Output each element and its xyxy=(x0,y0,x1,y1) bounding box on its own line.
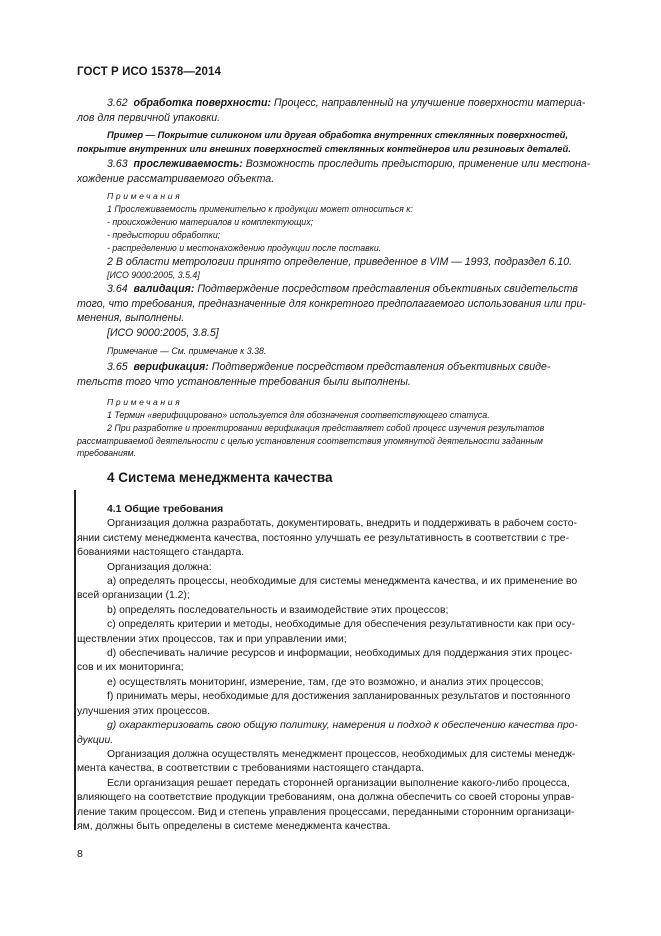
term-3-64-line2: того, что требования, предназначенные для конкретного предполагаемого использования или при- xyxy=(77,297,586,310)
notes-heading: Примечания xyxy=(107,397,183,407)
term-number: 3.63 xyxy=(107,158,128,170)
notes-heading: Примечания xyxy=(107,191,183,201)
note-2-line1: 2 При разработке и проектировании верификация представляет собой процесс изучения результатов xyxy=(107,423,545,433)
item-f-line2: улучшения этих процессов. xyxy=(77,705,211,717)
item-g-line2: дукции. xyxy=(77,734,114,746)
note-bullet-2: - предыстории обработки; xyxy=(107,230,221,240)
example-block xyxy=(77,128,617,156)
para-3-line2: мента качества, в соответствии с требованиями настоящего стандарта. xyxy=(77,763,425,775)
term-3-64-line1 xyxy=(77,282,617,297)
term-3-65-line1 xyxy=(77,360,617,375)
note-bullet-3: - распределению и местонахождению продукции после поставки. xyxy=(107,243,382,253)
page-number: 8 xyxy=(77,848,83,860)
term-def: Возможность проследить предысторию, применение или местона- xyxy=(245,158,591,170)
para-1-line3: бованиями настоящего стандарта. xyxy=(77,547,245,559)
item-a-line1: a) определять процессы, необходимые для системы менеджмента качества, и их применение во xyxy=(107,576,578,588)
note-3-64: Примечание — См. примечание к 3.38. xyxy=(107,346,267,357)
term-number: 3.64 xyxy=(107,283,128,295)
term-3-62-line1 xyxy=(77,96,617,111)
item-e: e) осуществлять мониторинг, измерение, там, где это возможно, и анализ этих процессов; xyxy=(107,676,544,688)
standard-header: ГОСТ Р ИСО 15378—2014 xyxy=(77,66,222,78)
term-3-65-line2: тельств того что установленные требования были выполнены. xyxy=(77,375,411,388)
term-3-63-line1 xyxy=(77,157,617,172)
term-def: Процесс, направленный на улучшение поверхности материа- xyxy=(273,97,586,109)
item-d-line1: d) обеспечивать наличие ресурсов и информации, необходимых для поддержания этих процес- xyxy=(107,648,573,660)
term-3-65 xyxy=(77,360,617,389)
item-d-line2: сов и их мониторинга; xyxy=(77,662,184,674)
example-line2: покрытие внутренних или внешних поверхностей стеклянных контейнеров или резиновых деталей. xyxy=(77,143,571,154)
term-3-63 xyxy=(77,157,617,186)
para-4-line4: ям, должны быть определены в системе менеджмента качества. xyxy=(77,820,391,832)
para-3-line1: Организация должна осуществлять менеджмент процессов, необходимых для системы менедж- xyxy=(107,748,576,760)
subsection-heading: 4.1 Общие требования xyxy=(107,504,224,515)
section-4-heading: 4 Система менеджмента качества xyxy=(107,470,333,485)
item-f-line1: f) принимать меры, необходимые для достижения запланированных результатов и постоянного xyxy=(107,691,571,703)
para-4-line2: влияющего на соответствие продукции требованиям, она должна обеспечить со своей стороны управ- xyxy=(77,792,575,804)
note-2: 2 В области метрологии принято определение, приведенное в VIM — 1993, подраздел 6.10. xyxy=(107,256,573,268)
term-name: валидация: xyxy=(133,283,195,295)
term-3-62-line2: лов для первичной упаковки. xyxy=(77,111,221,124)
reference: [ИСО 9000:2005, 3.5.4] xyxy=(107,270,200,280)
para-2: Организация должна: xyxy=(107,561,212,573)
note-2-line3: требованиям. xyxy=(77,448,137,458)
para-4-line1: Если организация решает передать сторонней организации выполнение какого-либо процесса, xyxy=(107,777,570,789)
item-g-line1: g) охарактеризовать свою общую политику, намерения и подход к обеспечению качества про- xyxy=(107,720,578,732)
notes-3-65 xyxy=(77,396,617,460)
term-3-64-line3: менения, выполнены. xyxy=(77,312,185,325)
note-bullet-1: - происхождению материалов и комплектующих; xyxy=(107,217,314,227)
term-number: 3.62 xyxy=(107,97,128,109)
term-3-62 xyxy=(77,96,617,125)
reference: [ИСО 9000:2005, 3.8.5] xyxy=(107,326,219,339)
term-3-63-line2: хождение рассматриваемого объекта. xyxy=(77,172,275,185)
term-name: верификация: xyxy=(133,361,209,373)
term-def: Подтверждение посредством представления объективных свиде- xyxy=(211,361,551,373)
para-4-line3: ление таким процессом. Вид и степень управления процессами, переданными сторонним организаци- xyxy=(77,806,575,818)
item-a-line2: всей организации (1.2); xyxy=(77,590,190,602)
term-def: Подтверждение посредством представления объективных свидетельств xyxy=(197,283,578,295)
term-number: 3.65 xyxy=(107,361,128,373)
term-name: прослеживаемость: xyxy=(133,158,243,170)
item-c-line1: c) определять критерии и методы, необходимые для обеспечения результативности как при осу- xyxy=(107,619,576,631)
item-c-line2: ществлении этих процессов, так и при управлении ими; xyxy=(77,633,347,645)
para-1-line2: янии систему менеджмента качества, постоянно улучшать ее результативность в соответствии с тре- xyxy=(77,532,570,544)
note-1: 1 Прослеживаемость применительно к продукции может относиться к: xyxy=(107,204,413,214)
item-b: b) определять последовательность и взаимодействие этих процессов; xyxy=(107,604,449,616)
note-2-line2: рассматриваемой деятельности с целью установления соответствия упомянутой деятельности заданным xyxy=(77,435,543,446)
example-line1: Пример — Покрытие силиконом или другая обработка внутренних стеклянных поверхностей, xyxy=(107,129,568,140)
term-3-64 xyxy=(77,282,617,358)
change-bar xyxy=(74,490,76,830)
notes-3-63 xyxy=(77,190,617,281)
term-name: обработка поверхности: xyxy=(133,97,271,109)
para-1-line1: Организация должна разработать, документировать, внедрить и поддерживать в рабочем состо- xyxy=(107,518,577,530)
note-1: 1 Термин «верифицировано» используется для обозначения соответствующего статуса. xyxy=(107,410,490,420)
section-4-1 xyxy=(77,503,617,834)
